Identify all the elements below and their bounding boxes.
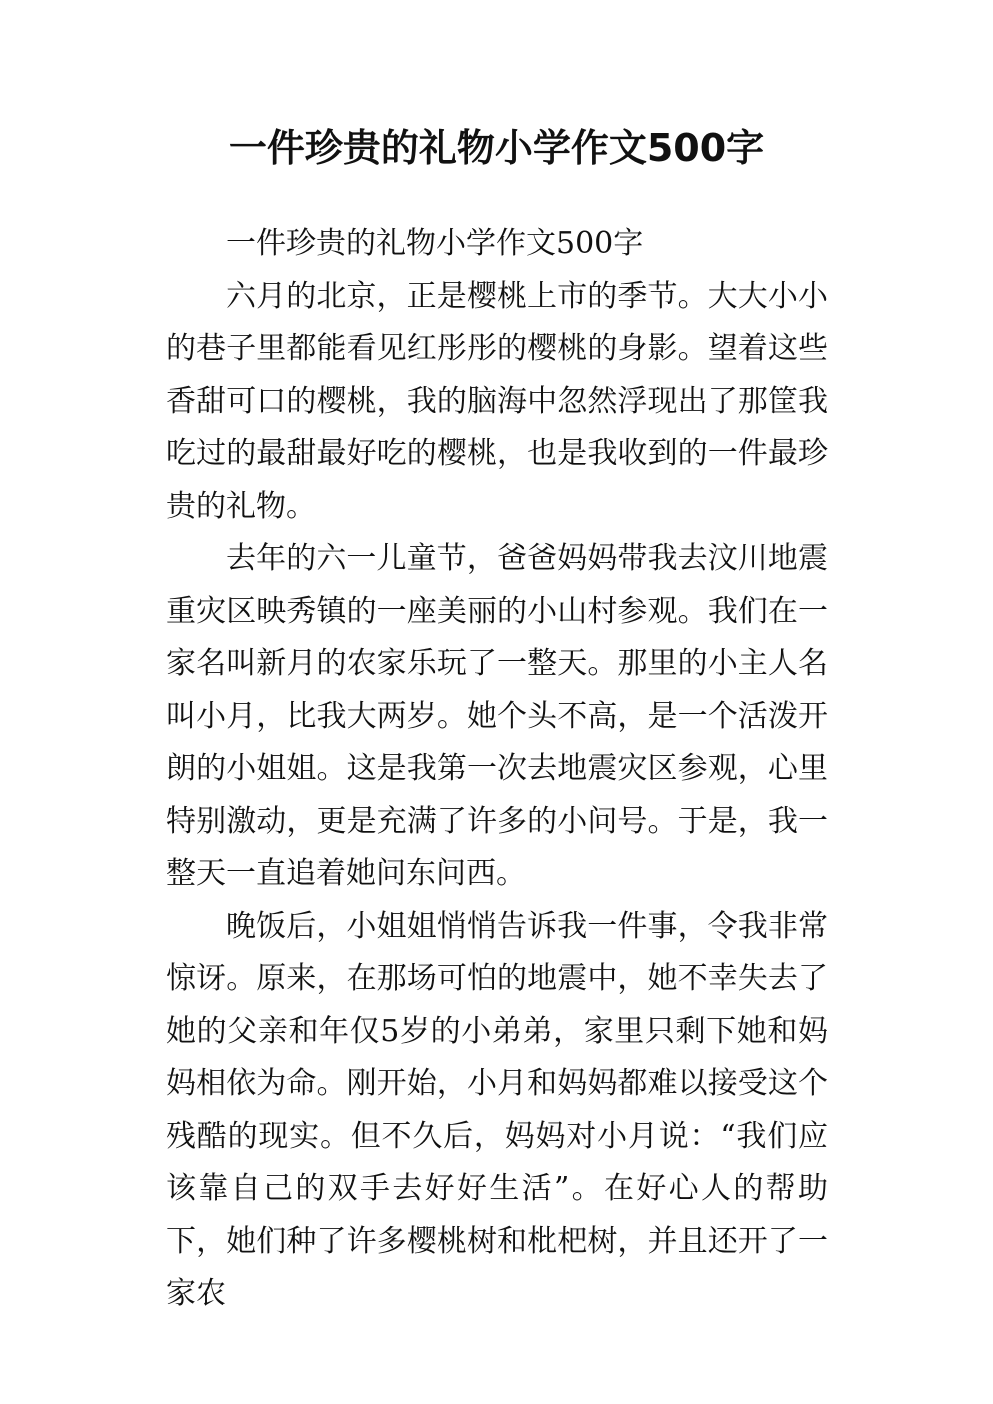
paragraph-subtitle: 一件珍贵的礼物小学作文500字	[226, 226, 644, 261]
paragraph-1: 六月的北京，正是樱桃上市的季节。大大小小的巷子里都能看见红彤彤的樱桃的身影。望着这些香甜可口的樱桃，我的脑海中忽然浮现出了那筐我吃过的最甜最好吃的樱桃，也是我收到的一件最珍贵的礼物。	[166, 278, 828, 524]
document-title: 一件珍贵的礼物小学作文500字	[228, 126, 765, 170]
paragraph-2: 去年的六一儿童节，爸爸妈妈带我去汶川地震重灾区映秀镇的一座美丽的小山村参观。我们在一家名叫新月的农家乐玩了一整天。那里的小主人名叫小月，比我大两岁。她个头不高，是一个活泼开朗的小姐姐。这是我第一次去地震灾区参观，心里特别激动，更是充满了许多的小问号。于是，我一整天一直追着她问东问西。	[166, 541, 828, 891]
document-body	[166, 218, 828, 1321]
paragraph-3: 晚饭后，小姐姐悄悄告诉我一件事，令我非常惊讶。原来，在那场可怕的地震中，她不幸失去了她的父亲和年仅5岁的小弟弟，家里只剩下她和妈妈相依为命。刚开始，小月和妈妈都难以接受这个残酷的现实。但不久后，妈妈对小月说：“我们应该靠自己的双手去好好生活”。在好心人的帮助下，她们种了许多樱桃树和枇杷树，并且还开了一家农	[166, 908, 828, 1311]
